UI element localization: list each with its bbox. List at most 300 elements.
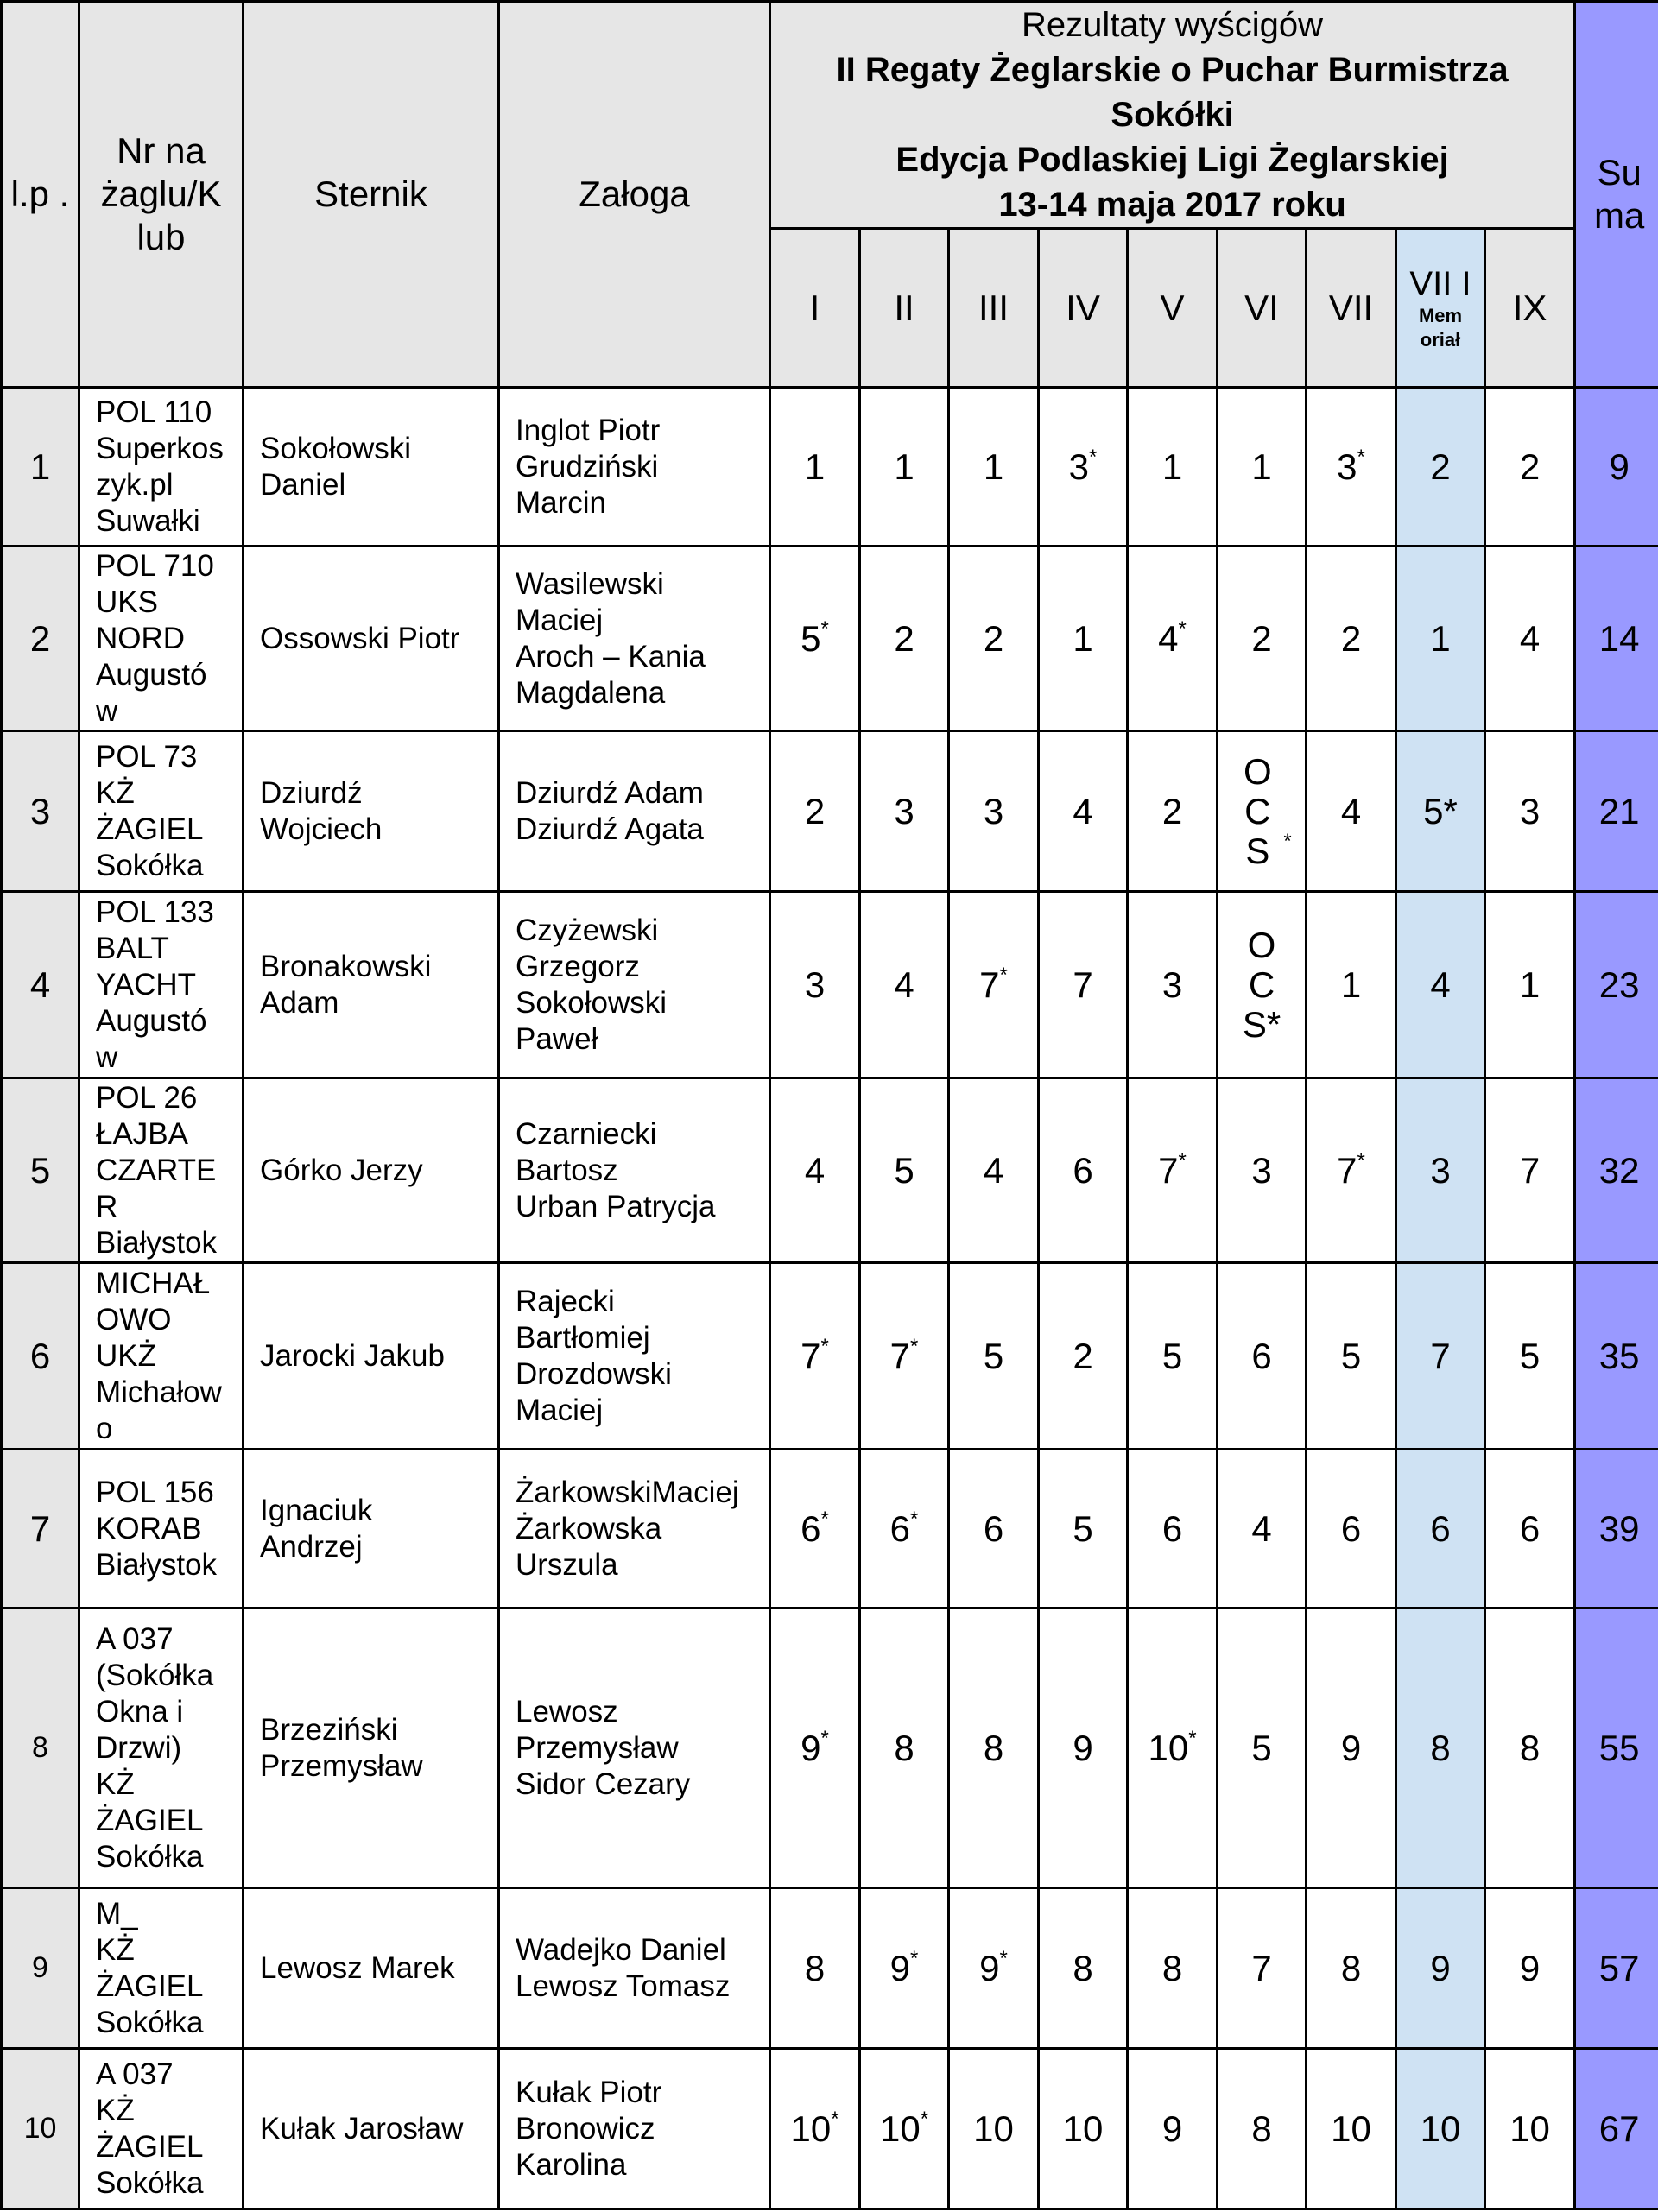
race-score-6 <box>1218 731 1307 892</box>
cell-line: Andrzej <box>260 1529 363 1564</box>
race-score-7 <box>1307 388 1396 547</box>
cell-line: Dziurdź Agata <box>516 812 704 846</box>
race-score-9 <box>1485 1888 1575 2049</box>
race-score-4 <box>1039 1608 1128 1888</box>
crew <box>499 388 770 547</box>
crew <box>499 1450 770 1608</box>
discard-marker: * <box>820 1334 829 1358</box>
race-score-7 <box>1307 1263 1396 1450</box>
score-value: 6 <box>983 1507 1004 1549</box>
score-value: 8 <box>1073 1947 1093 1988</box>
header-helmsman: Sternik <box>244 2 499 388</box>
score-value: 6 <box>1430 1507 1451 1549</box>
cell-line: A 037 <box>96 1621 174 1656</box>
cell-line: Bronowicz <box>516 2111 655 2146</box>
cell-line: NORD <box>96 621 186 655</box>
race-header-4: IV <box>1039 229 1128 388</box>
score-value: 9 <box>1161 2108 1183 2149</box>
cell-line: Urszula <box>516 1547 618 1582</box>
race-score-5 <box>1128 1608 1218 1888</box>
score-value: 6 <box>1251 1335 1272 1376</box>
score-value: 1 <box>894 446 914 487</box>
cell-line: Ignaciuk <box>260 1493 373 1527</box>
table-row <box>2 731 1658 892</box>
sail-number-club <box>79 1263 244 1450</box>
cell-line: KŻ <box>96 1932 135 1967</box>
score-value: 2 <box>1073 1335 1093 1376</box>
cell-line: Białystok <box>96 1225 218 1260</box>
race-score-1 <box>770 1608 860 1888</box>
crew <box>499 1888 770 2049</box>
score-value: 5 <box>1340 1335 1362 1376</box>
cell-line: Białystok <box>96 1547 218 1582</box>
race-score-2 <box>860 1263 949 1450</box>
race-score-2 <box>860 731 949 892</box>
race-score-3 <box>949 1450 1039 1608</box>
score-value: 3 <box>1519 790 1541 831</box>
score-value: 4 <box>894 964 914 1005</box>
cell-line: POL 73 <box>96 739 198 774</box>
race-score-9 <box>1485 1608 1575 1888</box>
race-score-8 <box>1396 892 1485 1078</box>
cell-line: Lewosz <box>516 1694 618 1729</box>
score-value: 7 <box>1158 1149 1179 1191</box>
race-score-2 <box>860 892 949 1078</box>
cell-line: Drozdowski <box>516 1356 672 1391</box>
cell-line: BALT <box>96 931 169 965</box>
score-value: 1 <box>1340 964 1362 1005</box>
cell-line: Drzwi) <box>96 1730 182 1765</box>
header-sum: Su ma <box>1575 2 1658 388</box>
race-header-3: III <box>949 229 1039 388</box>
race-score-7 <box>1307 1608 1396 1888</box>
score-value: 3 <box>983 790 1004 831</box>
race-score-5 <box>1128 2049 1218 2209</box>
race-score-6 <box>1218 1078 1307 1263</box>
cell-line: Sidor Cezary <box>516 1766 691 1801</box>
score-value: 6 <box>1340 1507 1362 1549</box>
score-value: 6 <box>1161 1507 1183 1549</box>
race-score-8 <box>1396 731 1485 892</box>
race-score-6 <box>1218 547 1307 731</box>
score-value: 8 <box>983 1727 1004 1768</box>
cell-line: Augustó <box>96 1003 207 1038</box>
sail-number-club <box>79 2049 244 2209</box>
crew <box>499 1078 770 1263</box>
race-score-2 <box>860 1608 949 1888</box>
score-value: 4 <box>1340 790 1362 831</box>
cell-line: Wojciech <box>260 812 383 846</box>
cell-line: Sokółka <box>96 2165 204 2200</box>
race-score-1 <box>770 547 860 731</box>
cell-line: Maciej <box>516 1393 604 1427</box>
score-value: 1 <box>1073 617 1093 659</box>
cell-line: Aroch – Kania <box>516 639 706 673</box>
cell-line: Czarniecki <box>516 1116 657 1151</box>
cell-line: Górko Jerzy <box>260 1153 423 1187</box>
row-number: 9 <box>2 1888 79 2049</box>
discard-marker: * <box>910 1507 919 1531</box>
cell-line: Adam <box>260 985 339 1020</box>
sail-number-club <box>79 892 244 1078</box>
discard-marker: * <box>920 2107 929 2131</box>
table-row <box>2 892 1658 1078</box>
cell-line: KŻ <box>96 2093 135 2127</box>
helmsman <box>244 1888 499 2049</box>
row-number: 1 <box>2 388 79 547</box>
score-value: 10 <box>1509 2108 1550 2149</box>
table-row <box>2 1888 1658 2049</box>
cell-line: Magdalena <box>516 675 666 710</box>
crew <box>499 2049 770 2209</box>
score-value: 5 <box>894 1149 914 1191</box>
race-score-5 <box>1128 1888 1218 2049</box>
score-value: 9 <box>1430 1947 1451 1988</box>
sail-number-club <box>79 547 244 731</box>
cell-line: Lewosz Marek <box>260 1950 455 1985</box>
cell-line: Inglot Piotr <box>516 413 661 447</box>
score-value: 10 <box>1062 2108 1104 2149</box>
race-score-6 <box>1218 388 1307 547</box>
cell-line: ŻAGIEL <box>96 1803 204 1837</box>
race-score-4 <box>1039 1888 1128 2049</box>
cell-line: UKŻ <box>96 1338 156 1373</box>
score-value: 9 <box>889 1947 910 1988</box>
discard-marker: * <box>910 1334 919 1358</box>
table-row <box>2 547 1658 731</box>
cell-line: w <box>96 1040 118 1074</box>
score-value: 3 <box>1068 446 1089 487</box>
cell-line: Grudziński <box>516 449 659 483</box>
crew <box>499 547 770 731</box>
score-value: 7 <box>1337 1149 1357 1191</box>
score-value: 2 <box>1251 617 1272 659</box>
score-value: 5 <box>1161 1335 1183 1376</box>
race-score-6 <box>1218 2049 1307 2209</box>
race-score-1 <box>770 1078 860 1263</box>
discard-marker: * <box>1283 829 1292 853</box>
row-number: 2 <box>2 547 79 731</box>
score-value: 9 <box>801 1727 821 1768</box>
score-value: 7 <box>1251 1947 1272 1988</box>
discard-marker: * <box>820 1507 829 1531</box>
discard-marker: * <box>1188 1726 1197 1750</box>
score-value: 1 <box>1519 964 1541 1005</box>
row-number: 7 <box>2 1450 79 1608</box>
score-value: 7 <box>1430 1335 1451 1376</box>
score-value: 8 <box>1161 1947 1183 1988</box>
score-value: 8 <box>1251 2108 1272 2149</box>
row-number: 4 <box>2 892 79 1078</box>
cell-line: Przemysław <box>260 1748 423 1783</box>
cell-line: POL 110 <box>96 395 212 429</box>
score-value: 4 <box>983 1149 1004 1191</box>
score-value: 8 <box>1340 1947 1362 1988</box>
cell-line: Lewosz Tomasz <box>516 1969 731 2003</box>
cell-line: CZARTE <box>96 1153 217 1187</box>
race-score-5 <box>1128 731 1218 892</box>
race-score-8 <box>1396 2049 1485 2209</box>
race-score-3 <box>949 1608 1039 1888</box>
cell-line: ŻarkowskiMaciej <box>516 1475 739 1509</box>
cell-line: POL 710 <box>96 548 214 583</box>
score-value: 3 <box>894 790 914 831</box>
total-sum: 21 <box>1575 731 1658 892</box>
table-row <box>2 1608 1658 1888</box>
row-number: 6 <box>2 1263 79 1450</box>
total-sum: 55 <box>1575 1608 1658 1888</box>
total-sum: 57 <box>1575 1888 1658 2049</box>
cell-line: (Sokółka <box>96 1658 214 1692</box>
helmsman <box>244 388 499 547</box>
score-value: 5 <box>1251 1727 1272 1768</box>
title-line-1: Rezultaty wyścigów <box>1022 6 1324 44</box>
discard-marker: * <box>910 1946 919 1970</box>
row-number: 5 <box>2 1078 79 1263</box>
race-score-9 <box>1485 731 1575 892</box>
cell-line: KŻ <box>96 775 135 810</box>
crew <box>499 1263 770 1450</box>
cell-line: Ossowski Piotr <box>260 621 460 655</box>
race-score-9 <box>1485 388 1575 547</box>
table-row <box>2 1450 1658 1608</box>
score-value: 4 <box>1158 617 1179 659</box>
score-value: 2 <box>1430 446 1451 487</box>
cell-line: Marcin <box>516 485 607 520</box>
title-line-4: 13-14 maja 2017 roku <box>998 186 1346 224</box>
cell-line: Paweł <box>516 1021 598 1056</box>
score-value: 3 <box>804 964 826 1005</box>
score-value: 10 <box>973 2108 1014 2149</box>
sail-number-club <box>79 388 244 547</box>
score-value: 10 <box>1331 2108 1371 2149</box>
score-value: 1 <box>804 446 826 487</box>
race-label: VII I <box>1409 264 1471 303</box>
cell-line: UKS <box>96 585 158 619</box>
race-score-2 <box>860 1888 949 2049</box>
race-score-6 <box>1218 1450 1307 1608</box>
race-score-3 <box>949 1263 1039 1450</box>
score-value: 2 <box>1519 446 1541 487</box>
score-value: 4 <box>804 1149 826 1191</box>
total-sum: 23 <box>1575 892 1658 1078</box>
race-header-9: IX <box>1485 229 1575 388</box>
discard-marker: * <box>820 616 829 641</box>
race-score-3 <box>949 388 1039 547</box>
cell-line: Brzeziński <box>260 1712 398 1747</box>
helmsman <box>244 731 499 892</box>
crew <box>499 731 770 892</box>
race-score-7 <box>1307 1078 1396 1263</box>
race-score-3 <box>949 547 1039 731</box>
cell-line: Suwałki <box>96 503 200 538</box>
score-value: 7 <box>801 1335 821 1376</box>
race-score-9 <box>1485 547 1575 731</box>
total-sum: 39 <box>1575 1450 1658 1608</box>
race-score-7 <box>1307 2049 1396 2209</box>
discard-marker: * <box>820 1726 829 1750</box>
cell-line: Bronakowski <box>260 949 432 983</box>
race-score-2 <box>860 1078 949 1263</box>
score-value: 2 <box>983 617 1004 659</box>
score-value: 3 <box>1337 446 1357 487</box>
score-value: 4 <box>1073 790 1093 831</box>
race-score-7 <box>1307 892 1396 1078</box>
race-score-3 <box>949 1888 1039 2049</box>
total-sum: 35 <box>1575 1263 1658 1450</box>
results-title <box>770 2 1575 229</box>
score-value: 5 <box>801 617 821 659</box>
score-value: 4 <box>1251 1507 1272 1549</box>
race-score-1 <box>770 731 860 892</box>
cell-line: ŻAGIEL <box>96 1969 204 2003</box>
score-value: 5 <box>1519 1335 1541 1376</box>
race-score-6 <box>1218 1608 1307 1888</box>
race-score-3 <box>949 892 1039 1078</box>
score-value: 1 <box>1251 446 1272 487</box>
race-score-7 <box>1307 547 1396 731</box>
race-score-4 <box>1039 1078 1128 1263</box>
score-value: 4 <box>1430 964 1451 1005</box>
discard-marker: * <box>831 2107 839 2131</box>
crew <box>499 1608 770 1888</box>
score-value: 8 <box>894 1727 914 1768</box>
score-value: 8 <box>804 1947 826 1988</box>
race-score-6 <box>1218 1888 1307 2049</box>
row-number: 3 <box>2 731 79 892</box>
helmsman <box>244 1608 499 1888</box>
cell-line: POL 156 <box>96 1475 214 1509</box>
race-score-5 <box>1128 547 1218 731</box>
cell-line: Rajecki <box>516 1284 615 1318</box>
race-header-7: VII <box>1307 229 1396 388</box>
total-sum: 9 <box>1575 388 1658 547</box>
cell-line: Dziurdź Adam <box>516 775 704 810</box>
race-score-2 <box>860 1450 949 1608</box>
discard-marker: * <box>1178 616 1187 641</box>
race-score-2 <box>860 2049 949 2209</box>
cell-line: POL 133 <box>96 894 214 929</box>
cell-line: Okna i <box>96 1694 184 1729</box>
race-score-6 <box>1218 892 1307 1078</box>
score-value: 3 <box>1430 1149 1451 1191</box>
cell-line: Daniel <box>260 467 346 502</box>
race-score-8 <box>1396 388 1485 547</box>
cell-line: M_ <box>96 1896 138 1931</box>
score-value: 9 <box>1519 1947 1541 1988</box>
discard-marker: * <box>999 963 1008 987</box>
race-score-5 <box>1128 892 1218 1078</box>
helmsman <box>244 892 499 1078</box>
cell-line: Kułak Piotr <box>516 2075 662 2109</box>
race-score-8 <box>1396 1608 1485 1888</box>
race-header-5: V <box>1128 229 1218 388</box>
discard-marker: * <box>1357 445 1365 469</box>
cell-line: Sokółka <box>96 2005 204 2039</box>
helmsman <box>244 547 499 731</box>
title-line-2: II Regaty Żeglarskie o Puchar Burmistrza Sokółki <box>836 51 1509 134</box>
sail-number-club <box>79 1078 244 1263</box>
score-value: 5* <box>1423 790 1458 831</box>
header-sail-number: Nr na żaglu/K lub <box>79 2 244 388</box>
cell-line: Kułak Jarosław <box>260 2111 464 2146</box>
row-number: 10 <box>2 2049 79 2209</box>
cell-line: Wadejko Daniel <box>516 1932 726 1967</box>
race-score-5 <box>1128 1263 1218 1450</box>
score-value: 1 <box>1161 446 1183 487</box>
score-value: 2 <box>1340 617 1362 659</box>
race-score-8 <box>1396 1263 1485 1450</box>
cell-line: MICHAŁ <box>96 1266 211 1300</box>
score-value: 7 <box>1519 1149 1541 1191</box>
header-crew: Załoga <box>499 2 770 388</box>
score-value: OC S* <box>1242 924 1281 1045</box>
score-value: 6 <box>1073 1149 1093 1191</box>
cell-line: Bartosz <box>516 1153 618 1187</box>
sail-number-club <box>79 1608 244 1888</box>
score-value: 3 <box>1161 964 1183 1005</box>
race-score-5 <box>1128 1078 1218 1263</box>
score-value: 10 <box>790 2108 832 2149</box>
crew <box>499 892 770 1078</box>
score-value: 2 <box>804 790 826 831</box>
race-score-7 <box>1307 731 1396 892</box>
score-value: 6 <box>889 1507 910 1549</box>
race-score-8 <box>1396 547 1485 731</box>
helmsman <box>244 1450 499 1608</box>
cell-line: Przemysław <box>516 1730 679 1765</box>
table-row <box>2 388 1658 547</box>
race-header-8 <box>1396 229 1485 388</box>
row-number: 8 <box>2 1608 79 1888</box>
header-lp: l.p . <box>2 2 79 388</box>
race-score-9 <box>1485 2049 1575 2209</box>
score-value: 10 <box>879 2108 921 2149</box>
helmsman <box>244 1078 499 1263</box>
score-value: 7 <box>889 1335 910 1376</box>
cell-line: KORAB <box>96 1511 202 1545</box>
discard-marker: * <box>1089 445 1098 469</box>
race-score-1 <box>770 892 860 1078</box>
race-score-4 <box>1039 1450 1128 1608</box>
helmsman <box>244 1263 499 1450</box>
cell-line: Urban Patrycja <box>516 1189 716 1223</box>
memorial-label: Mem oriał <box>1418 304 1463 351</box>
race-score-1 <box>770 2049 860 2209</box>
cell-line: ŻAGIEL <box>96 812 204 846</box>
sail-number-club <box>79 731 244 892</box>
table-row <box>2 1078 1658 1263</box>
race-score-9 <box>1485 892 1575 1078</box>
race-score-1 <box>770 1888 860 2049</box>
score-value: 9 <box>979 1947 1000 1988</box>
score-value: 10 <box>1420 2108 1461 2149</box>
cell-line: Jarocki Jakub <box>260 1338 445 1373</box>
cell-line: OWO <box>96 1302 172 1337</box>
cell-line: Wasilewski <box>516 566 664 601</box>
score-value: 8 <box>1519 1727 1541 1768</box>
race-score-8 <box>1396 1450 1485 1608</box>
race-score-2 <box>860 388 949 547</box>
score-value: 7 <box>1073 964 1093 1005</box>
cell-line: Michałow <box>96 1375 222 1409</box>
race-score-9 <box>1485 1078 1575 1263</box>
race-score-7 <box>1307 1450 1396 1608</box>
table-row <box>2 1263 1658 1450</box>
cell-line: Maciej <box>516 603 604 637</box>
score-value: 6 <box>801 1507 821 1549</box>
score-value: 2 <box>894 617 914 659</box>
